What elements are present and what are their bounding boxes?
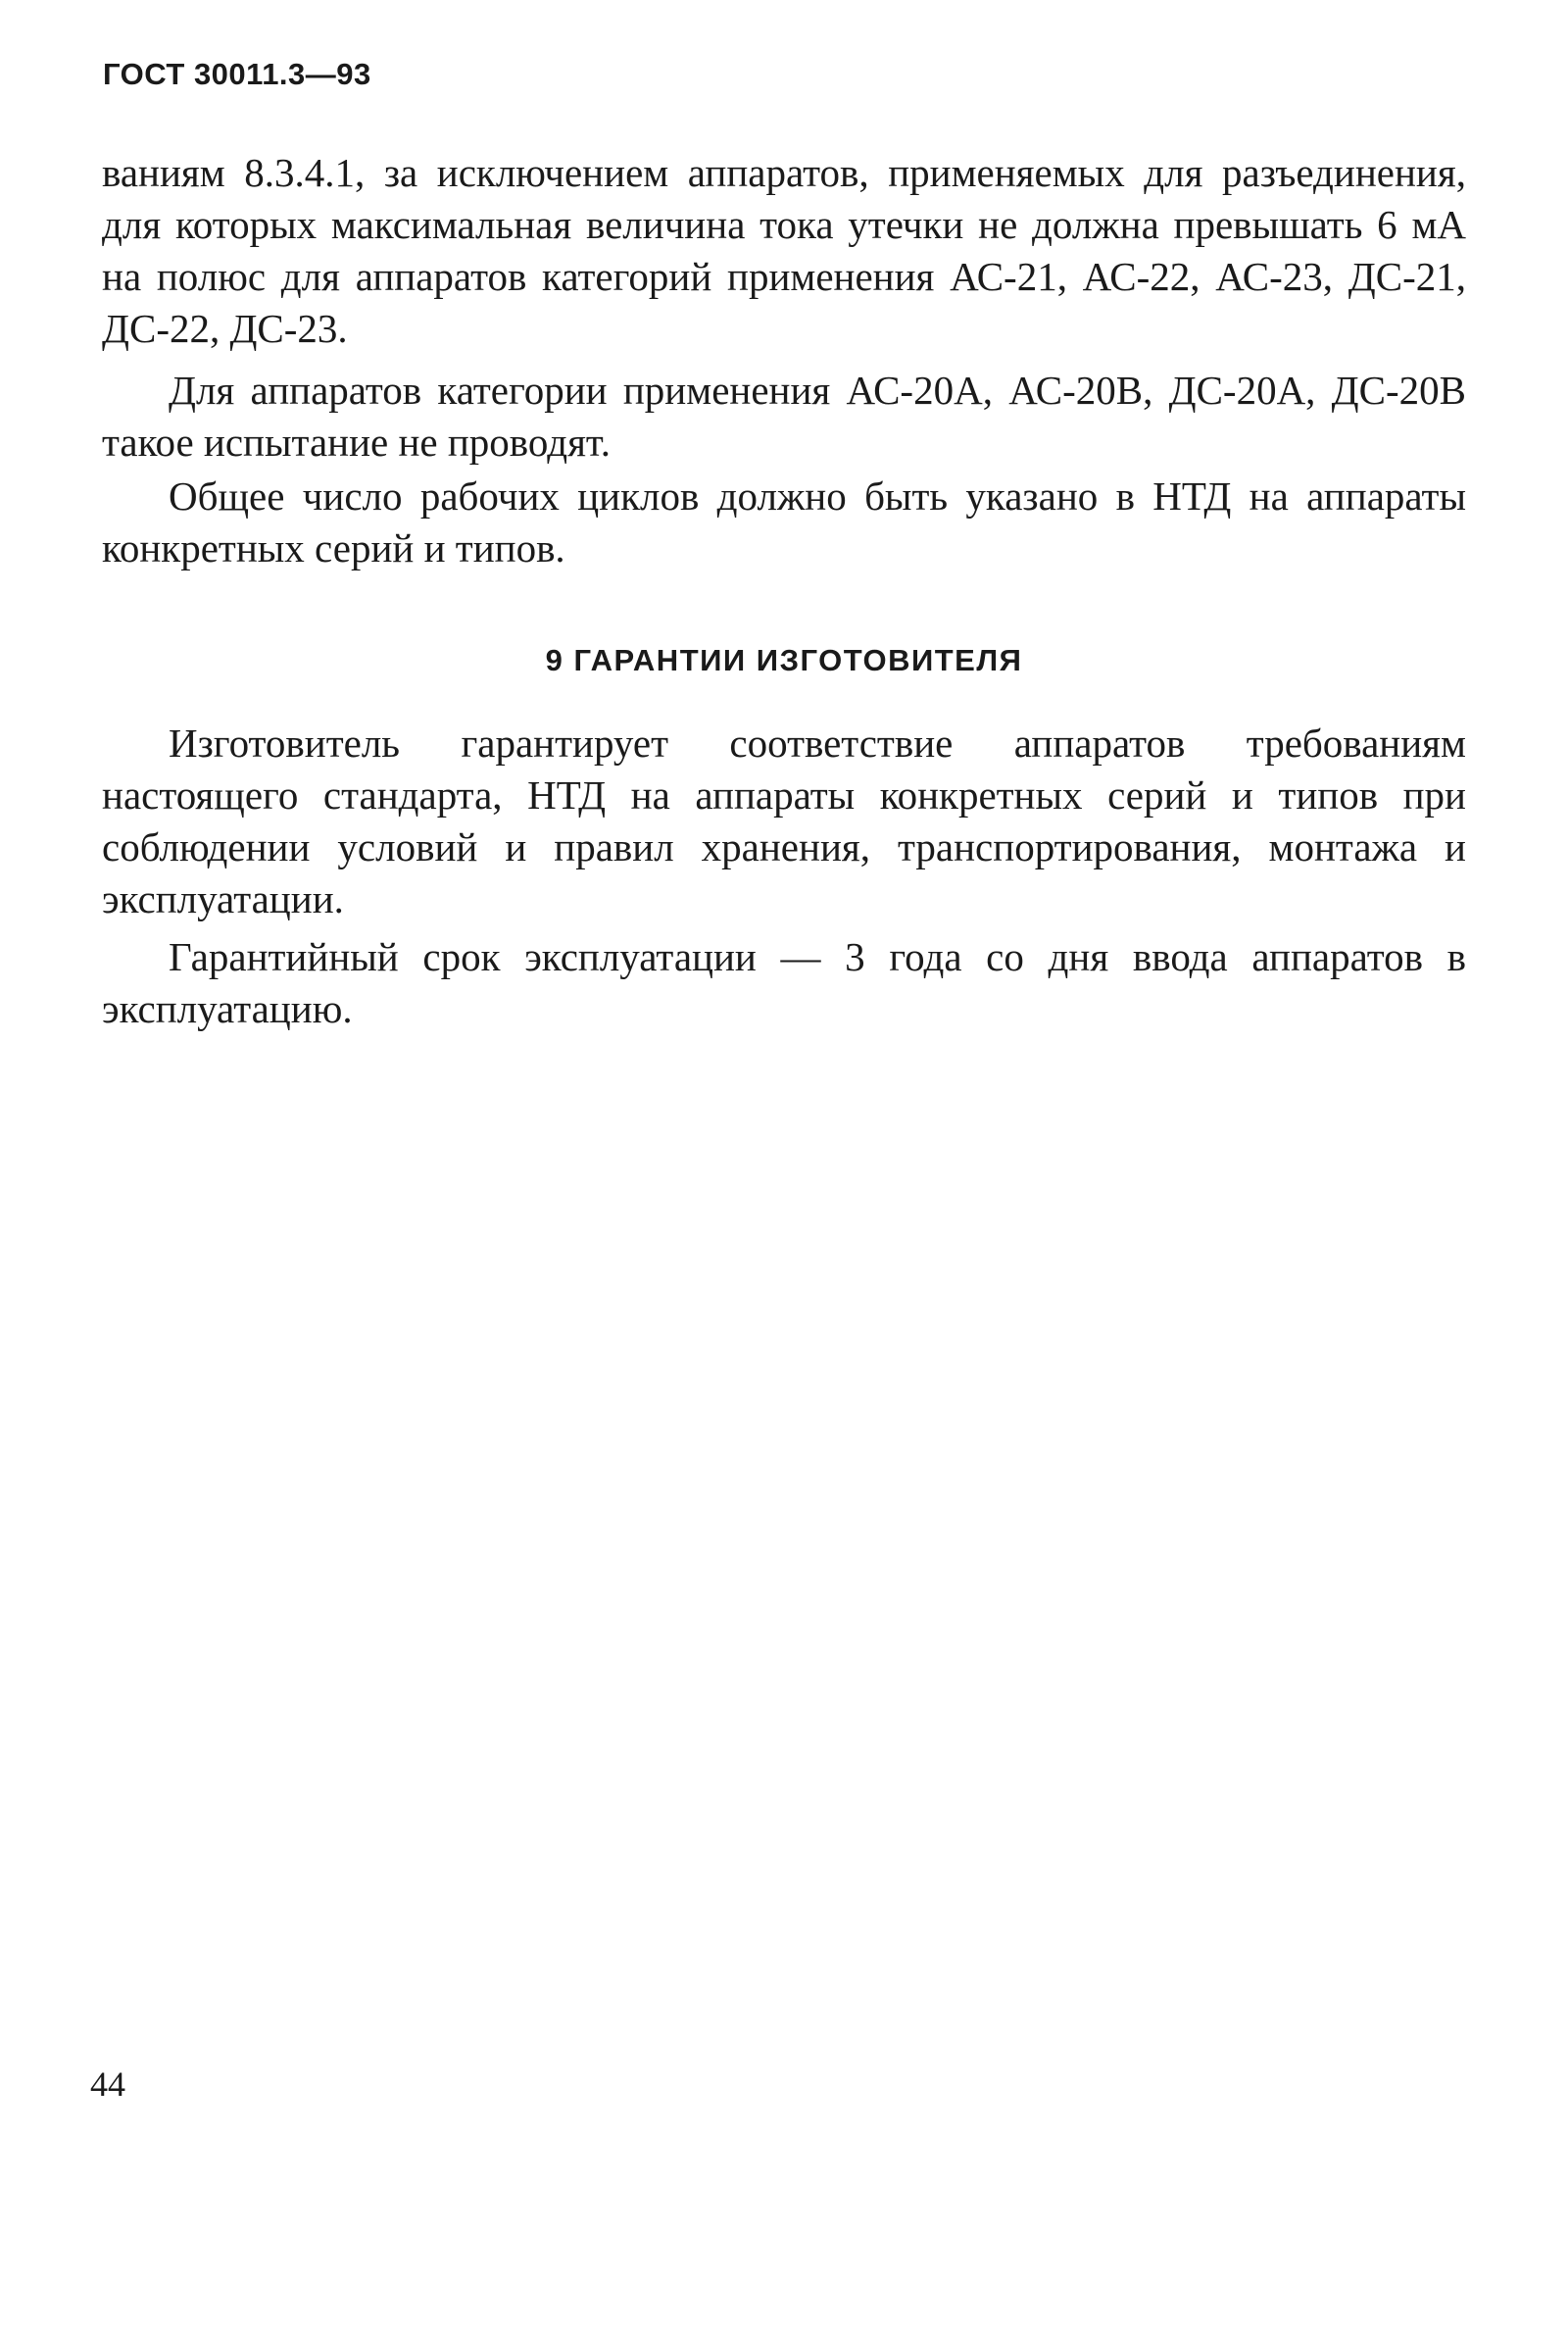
warranty-period-paragraph-block	[102, 931, 1466, 1035]
categories-paragraph: Для аппаратов категории применения АС-20А, АС-20В, ДС-20А, ДС-20В такое испытание не проводят.	[102, 368, 1466, 465]
standard-code-header: ГОСТ 30011.3—93	[103, 57, 371, 91]
cycles-paragraph: Общее число рабочих циклов должно быть указано в НТД на аппараты конкретных серий и типов.	[102, 473, 1466, 571]
guarantee-paragraph-block	[102, 718, 1466, 925]
categories-paragraph-block	[102, 365, 1466, 469]
section-heading: 9 ГАРАНТИИ ИЗГОТОВИТЕЛЯ	[545, 643, 1023, 677]
guarantee-paragraph: Изготовитель гарантирует соответствие аппаратов требованиям настоящего стандарта, НТД на аппараты конкретных серий и типов при соблюдении условий и правил хранения, транспортирования, монтажа и эксплуатации.	[102, 720, 1466, 921]
page-number: 44	[90, 2064, 125, 2104]
continuation-paragraph: ваниям 8.3.4.1, за исключением аппаратов, применяемых для разъединения, для которых максимальная величина тока утечки не должна превышать 6 мА на полюс для аппаратов категорий применения АС-21, АС-22, АС-23, ДС-21, ДС-22, ДС-23.	[102, 150, 1466, 351]
cycles-paragraph-block	[102, 471, 1466, 574]
warranty-period-paragraph: Гарантийный срок эксплуатации — 3 года со дня ввода аппаратов в эксплуатацию.	[102, 934, 1466, 1031]
continuation-paragraph-block	[102, 147, 1466, 355]
